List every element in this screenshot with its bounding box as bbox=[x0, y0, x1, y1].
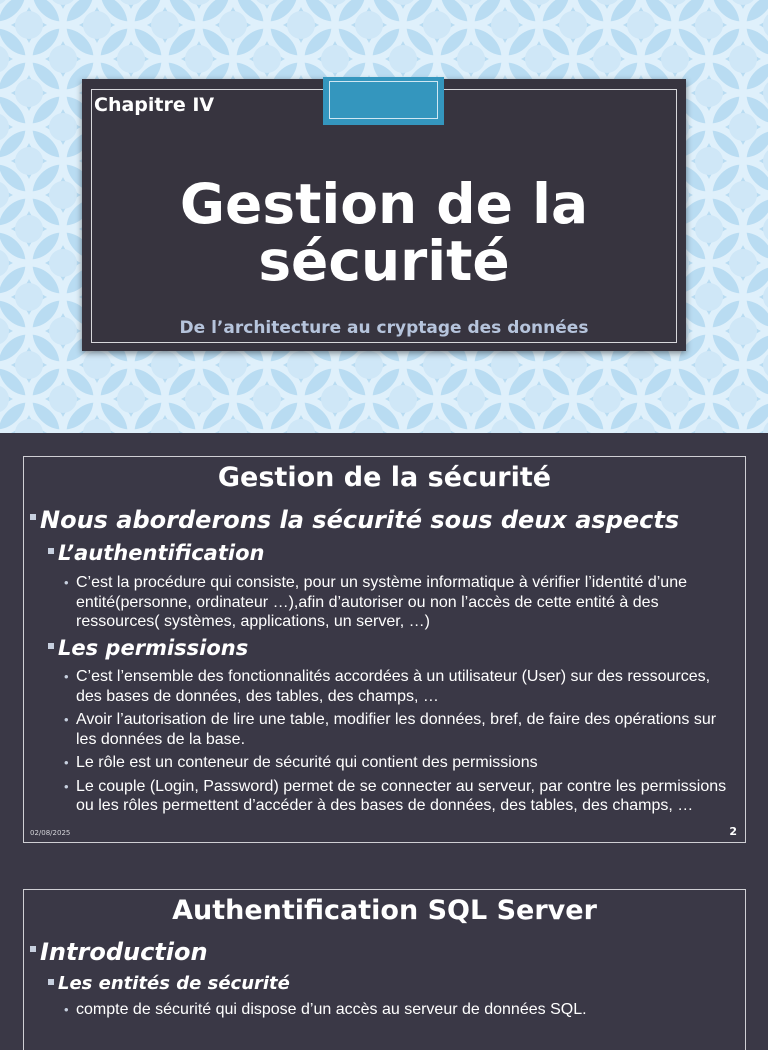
bullet-dot-icon: • bbox=[64, 1002, 69, 1017]
square-bullet-icon bbox=[48, 979, 54, 985]
slide-frame bbox=[23, 889, 746, 1050]
section-heading-authentification: L’authentification bbox=[48, 541, 264, 565]
level1-item: Introduction bbox=[30, 938, 208, 966]
slide-frame bbox=[23, 456, 746, 843]
square-bullet-icon bbox=[48, 548, 54, 554]
accent-tab bbox=[323, 77, 444, 125]
entites-bullet-list bbox=[64, 1000, 736, 1024]
section-heading-entites: Les entités de sécurité bbox=[48, 973, 290, 994]
square-bullet-icon bbox=[48, 643, 54, 649]
title-line-1: Gestion de la bbox=[179, 172, 589, 236]
title-card bbox=[82, 79, 686, 351]
square-bullet-icon bbox=[30, 946, 36, 952]
square-bullet-icon bbox=[30, 514, 36, 520]
title-line-2: sécurité bbox=[258, 229, 510, 293]
list-item: • compte de sécurité qui dispose d’un accès au serveur de données SQL. bbox=[64, 1001, 587, 1018]
bullet-dot-icon: • bbox=[64, 755, 69, 770]
list-item: • Avoir l’autorisation de lire une table, modifier les données, bref, de faire des opérations sur les données de la base. bbox=[64, 711, 717, 748]
list-item: • Le rôle est un conteneur de sécurité qui contient des permissions bbox=[64, 754, 538, 771]
title-slide bbox=[0, 0, 768, 433]
list-item: • C’est la procédure qui consiste, pour un système informatique à vérifier l’identité d’une entité(personne, ordinateur …),afin d’autoriser ou non l’accès de cette entité à des ressources( systèmes, applications, un server, …) bbox=[64, 574, 687, 630]
permissions-bullet-list bbox=[64, 667, 736, 820]
content-slide-3 bbox=[0, 869, 768, 1024]
section-heading-permissions: Les permissions bbox=[48, 636, 248, 660]
page-number: 2 bbox=[729, 825, 737, 838]
level1-item: Nous aborderons la sécurité sous deux aspects bbox=[30, 506, 679, 534]
bullet-dot-icon: • bbox=[64, 575, 69, 590]
slide-title bbox=[82, 172, 686, 293]
content-slide-2 bbox=[0, 433, 768, 869]
list-item: • Le couple (Login, Password) permet de se connecter au serveur, par contre les permissions ou les rôles permettent d’accéder à des bases de données, des tables, des champs, … bbox=[64, 777, 727, 814]
bullet-dot-icon: • bbox=[64, 712, 69, 727]
bullet-dot-icon: • bbox=[64, 778, 69, 794]
slide-subtitle: De l’architecture au cryptage des données bbox=[179, 318, 589, 338]
chapter-label: Chapitre IV bbox=[94, 94, 215, 116]
slide-heading: Authentification SQL Server bbox=[172, 895, 597, 926]
auth-bullet-list bbox=[64, 573, 736, 636]
slide-heading: Gestion de la sécurité bbox=[217, 462, 552, 493]
bullet-dot-icon: • bbox=[64, 669, 69, 684]
footer-date: 02/08/2025 bbox=[30, 829, 71, 837]
list-item: • C’est l’ensemble des fonctionnalités accordées à un utilisateur (User) sur des ressources, des bases de données, des tables, des champs, … bbox=[64, 668, 711, 705]
